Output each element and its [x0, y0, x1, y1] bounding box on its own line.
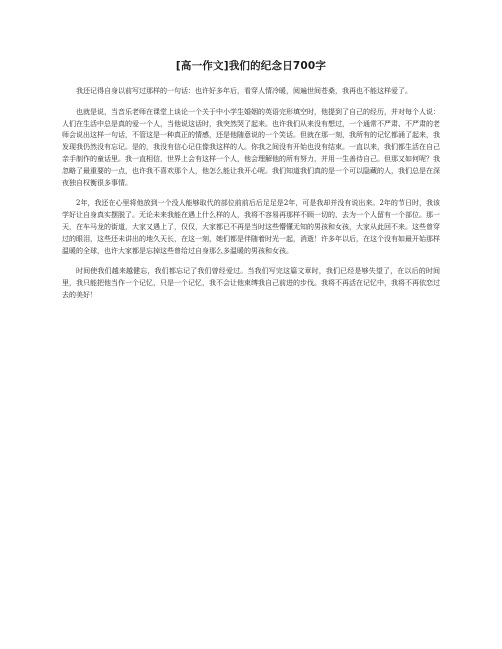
paragraph-2: 也就是说，当音乐老师在课堂上谈论一个关于中小学生婚姻的英语完形填空时，他提到了自己的经历，并对每个人说：人们在生活中总是真的爱一个人，当他说这话时，我突然哭了起来。也许我们从来没有想过，一个通常不严肃、不严肃的老师会说出这样一句话，不管这是一种真正的情感，还是他随意说的一个笑话。但就在那一刻，我所有的记忆都涌了起来，我发现我仍然没有忘记。是的，我没有信心记住像我这样的人。你我之间没有开始也没有结束。一直以来，我们都生活在自己亲手制作的童话里。我一直相信，世界上会有这样一个人，他会理解他的所有努力，并用一生善待自己。但那又如何呢？我忽略了最重要的一点，也许我不喜欢那个人，他怎么能让我开心呢。我们知道我们真的是一个可以隐藏的人，我们总是在深夜独自权衡很多事情。 [62, 107, 440, 187]
paragraph-1: 我还记得自身以前写过那样的一句话：也许好多年后，看穿人情冷暖，阅遍世间苍桑，我再也不能这样爱了。 [76, 87, 412, 95]
page-title: [高一作文]我们的纪念日700字 [175, 60, 327, 72]
paragraph-3: 2年，我还在心里将他放到一个没人能够取代的部位前前后后足足是2年，可是我却并没有说出来。2年的节日时，我该学好让自身真实摆脱了。无论未来我能在遇上什么样的人，我将不容易再那样不顾一切的，去为一个人留有一个部位。那一天，在车马龙的街道，大家又遇上了，仅仅，大家都已不再是当时这些懵懂无知的男孩和女孩，大家从此回不来。这些曾穿过的眼泪，这些还未讲出的地久天长，在这一刻，她们都是伴随着时光一起，消逝！许多年以后，在这个没有如最开始那样温暖的全球，也许大家都是忘掉这些曾给过自身那么多温暖的男孩和女孩。 [62, 199, 440, 255]
paragraph-4: 时间使我们越来越健忘，我们都忘记了我们曾经爱过。当我们写完这篇文章时，我们已经是够失望了，在以后的时间里，我只能把他当作一个记忆，只是一个记忆，我不会让他束缚我自己前进的步伐。我将不再活在记忆中，我将不再依恋过去的美好！ [62, 267, 440, 299]
article-body [62, 86, 440, 311]
